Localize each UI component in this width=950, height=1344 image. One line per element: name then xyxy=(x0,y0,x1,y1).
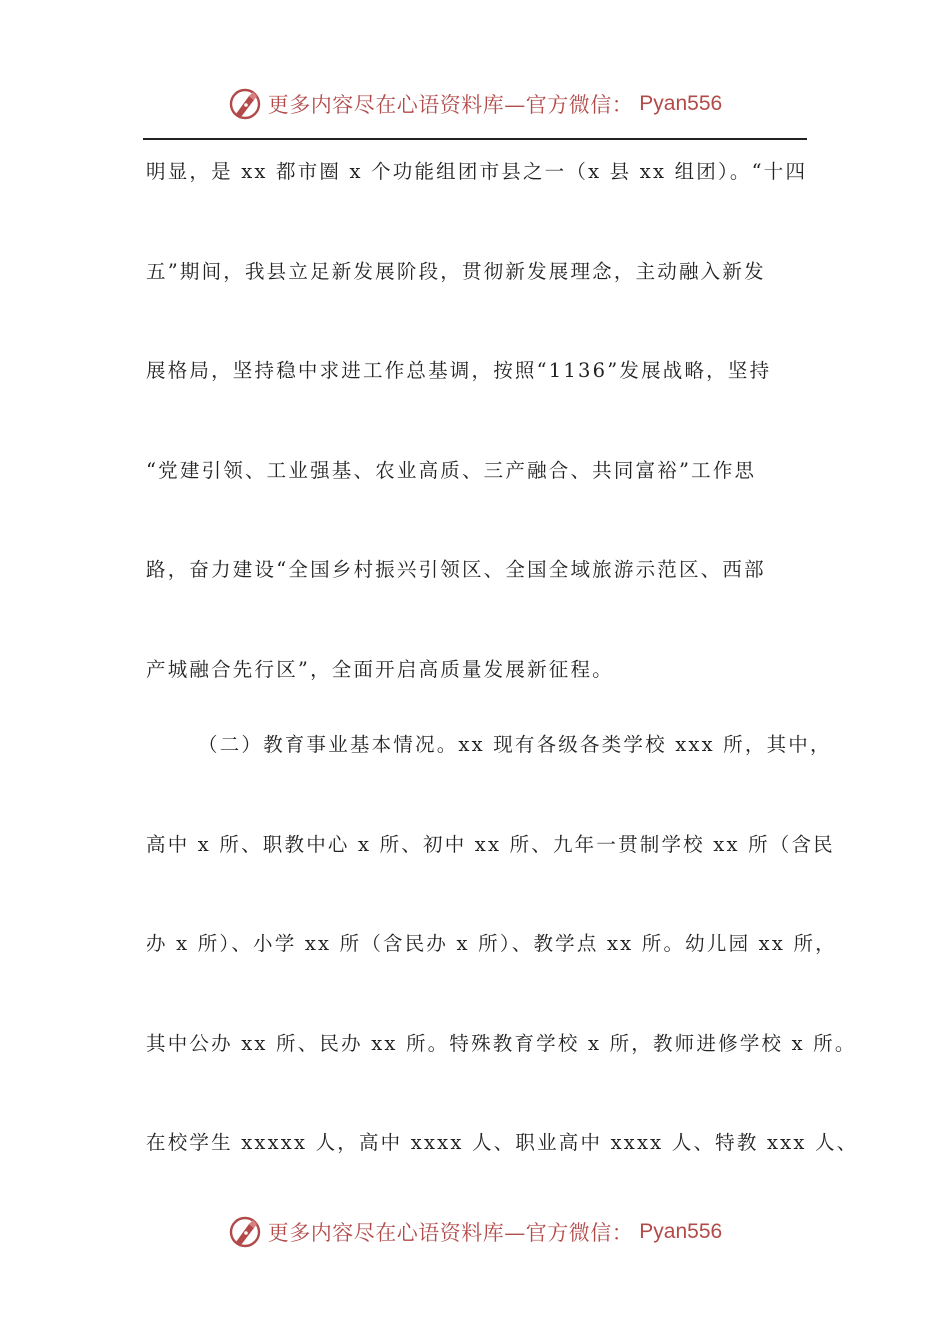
pen-nib-logo-icon xyxy=(228,1215,262,1249)
body-line: 明显，是 xx 都市圈 x 个功能组团市县之一（x 县 xx 组团）。“十四 xyxy=(146,160,808,183)
page-header xyxy=(0,84,950,124)
header-divider xyxy=(143,138,807,140)
footer-wechat-id: Pyan556 xyxy=(639,1220,723,1243)
body-line: 高中 x 所、职教中心 x 所、初中 xx 所、九年一贯制学校 xx 所（含民 xyxy=(146,832,835,856)
document-body xyxy=(146,150,859,1221)
header-wechat-id: Pyan556 xyxy=(639,92,723,115)
body-line: 其中公办 xx 所、民办 xx 所。特殊教育学校 x 所，教师进修学校 x 所。 xyxy=(146,1031,857,1055)
section-heading-line: （二）教育事业基本情况。xx 现有各级各类学校 xxx 所，其中， xyxy=(198,732,832,756)
body-line: 五”期间，我县立足新发展阶段，贯彻新发展理念，主动融入新发 xyxy=(146,259,766,283)
body-line: 产城融合先行区”，全面开启高质量发展新征程。 xyxy=(146,657,614,681)
page-footer xyxy=(0,1212,950,1252)
header-banner-text: 更多内容尽在心语资料库—官方微信： xyxy=(267,93,634,117)
body-line: 展格局，坚持稳中求进工作总基调，按照“1136”发展战略，坚持 xyxy=(146,359,772,383)
footer-banner-text: 更多内容尽在心语资料库—官方微信： xyxy=(267,1221,634,1245)
body-line: 路，奋力建设“全国乡村振兴引领区、全国全域旅游示范区、西部 xyxy=(146,558,766,582)
body-line: 在校学生 xxxxx 人，高中 xxxx 人、职业高中 xxxx 人、特教 xxx 人、 xyxy=(146,1131,859,1155)
pen-nib-logo-icon xyxy=(228,87,262,121)
body-line: 办 x 所）、小学 xx 所（含民办 x 所）、教学点 xx 所。幼儿园 xx 所， xyxy=(146,932,837,956)
body-line: “党建引领、工业强基、农业高质、三产融合、共同富裕”工作思 xyxy=(146,458,757,482)
